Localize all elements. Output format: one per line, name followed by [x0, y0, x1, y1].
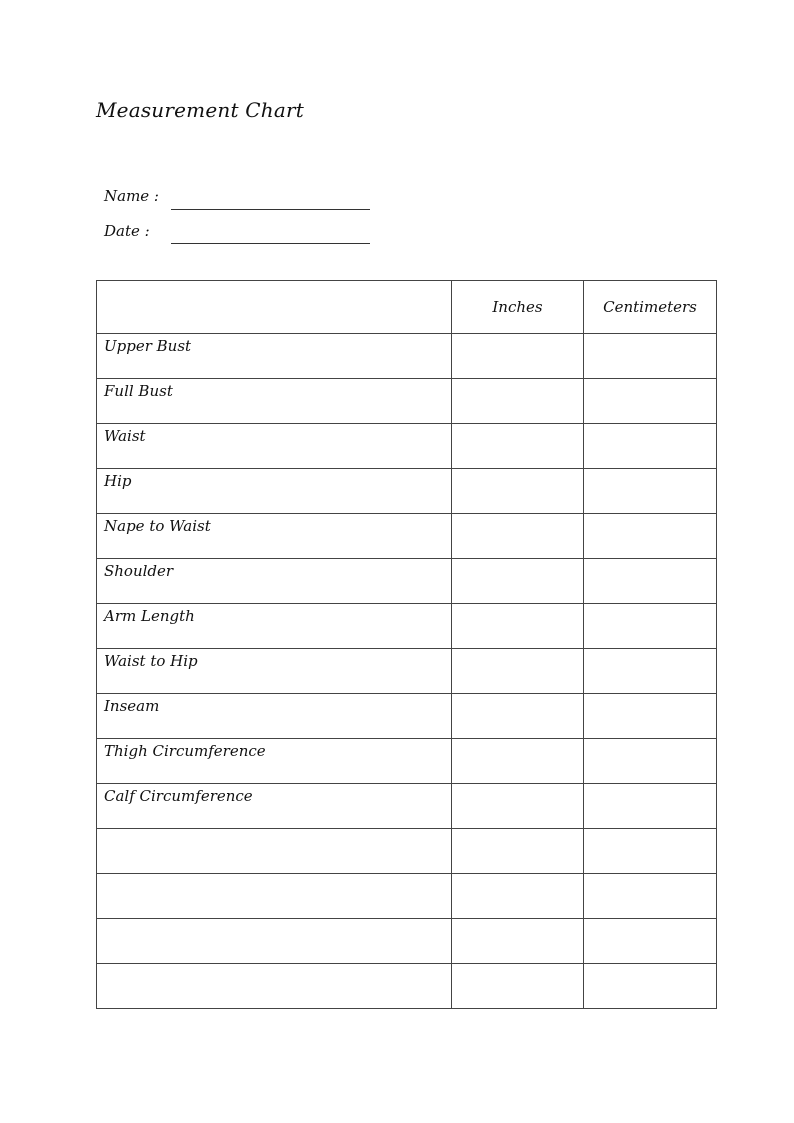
row-label: Hip — [97, 469, 452, 514]
inches-cell[interactable] — [452, 919, 584, 964]
table-row — [97, 424, 717, 469]
row-label: Waist to Hip — [97, 649, 452, 694]
row-label[interactable] — [97, 829, 452, 874]
date-label: Date : — [104, 222, 150, 240]
page-title: Measurement Chart — [96, 98, 304, 122]
row-label: Inseam — [97, 694, 452, 739]
centimeters-cell[interactable] — [584, 919, 717, 964]
row-label: Thigh Circumference — [97, 739, 452, 784]
inches-cell[interactable] — [452, 424, 584, 469]
inches-cell[interactable] — [452, 694, 584, 739]
inches-cell[interactable] — [452, 604, 584, 649]
table-row — [97, 964, 717, 1009]
header-centimeters: Centimeters — [584, 281, 717, 334]
row-label: Calf Circumference — [97, 784, 452, 829]
table-row — [97, 514, 717, 559]
centimeters-cell[interactable] — [584, 649, 717, 694]
centimeters-cell[interactable] — [584, 694, 717, 739]
header-label-cell — [97, 281, 452, 334]
name-label: Name : — [104, 187, 159, 205]
centimeters-cell[interactable] — [584, 739, 717, 784]
table-row — [97, 604, 717, 649]
centimeters-cell[interactable] — [584, 469, 717, 514]
table-row — [97, 379, 717, 424]
inches-cell[interactable] — [452, 379, 584, 424]
row-label: Full Bust — [97, 379, 452, 424]
table-header-row — [97, 281, 717, 334]
centimeters-cell[interactable] — [584, 334, 717, 379]
inches-cell[interactable] — [452, 334, 584, 379]
row-label: Shoulder — [97, 559, 452, 604]
header-inches: Inches — [452, 281, 584, 334]
centimeters-cell[interactable] — [584, 874, 717, 919]
row-label: Upper Bust — [97, 334, 452, 379]
date-line[interactable] — [171, 243, 370, 244]
table-row — [97, 874, 717, 919]
centimeters-cell[interactable] — [584, 514, 717, 559]
measurement-table — [96, 280, 717, 1009]
inches-cell[interactable] — [452, 469, 584, 514]
centimeters-cell[interactable] — [584, 829, 717, 874]
centimeters-cell[interactable] — [584, 379, 717, 424]
inches-cell[interactable] — [452, 874, 584, 919]
row-label[interactable] — [97, 964, 452, 1009]
centimeters-cell[interactable] — [584, 964, 717, 1009]
table-row — [97, 739, 717, 784]
name-line[interactable] — [171, 209, 370, 210]
table-row — [97, 649, 717, 694]
inches-cell[interactable] — [452, 739, 584, 784]
row-label: Nape to Waist — [97, 514, 452, 559]
inches-cell[interactable] — [452, 784, 584, 829]
row-label[interactable] — [97, 874, 452, 919]
inches-cell[interactable] — [452, 964, 584, 1009]
row-label: Arm Length — [97, 604, 452, 649]
inches-cell[interactable] — [452, 514, 584, 559]
table-row — [97, 694, 717, 739]
table-body — [97, 334, 717, 1009]
table-row — [97, 559, 717, 604]
centimeters-cell[interactable] — [584, 604, 717, 649]
centimeters-cell[interactable] — [584, 784, 717, 829]
table-row — [97, 469, 717, 514]
row-label: Waist — [97, 424, 452, 469]
row-label[interactable] — [97, 919, 452, 964]
table-row — [97, 919, 717, 964]
table-row — [97, 784, 717, 829]
inches-cell[interactable] — [452, 829, 584, 874]
inches-cell[interactable] — [452, 649, 584, 694]
table-row — [97, 334, 717, 379]
table-row — [97, 829, 717, 874]
centimeters-cell[interactable] — [584, 559, 717, 604]
centimeters-cell[interactable] — [584, 424, 717, 469]
inches-cell[interactable] — [452, 559, 584, 604]
